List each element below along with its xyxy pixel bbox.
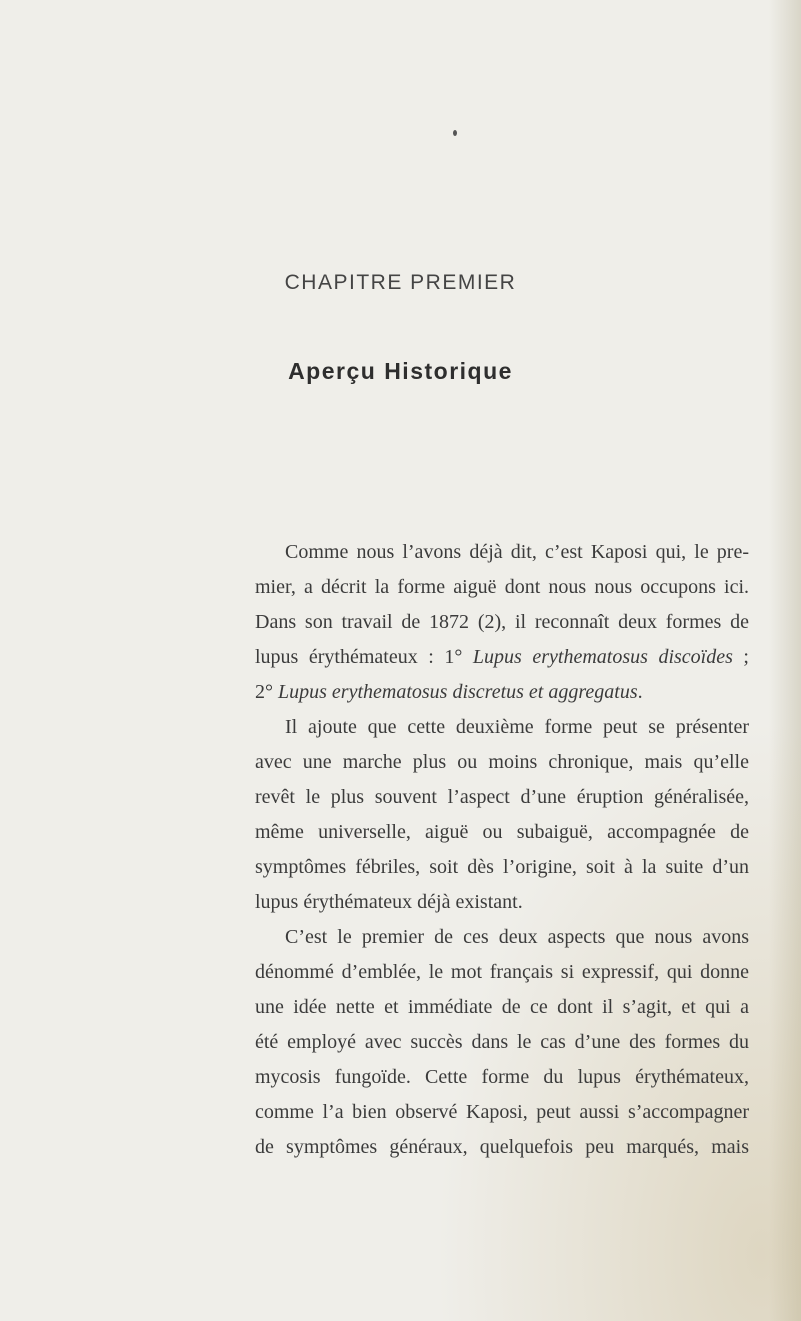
text-fragment: lupus érythémateux : 1°	[255, 646, 473, 668]
text-line: Dans son travail de 1872 (2), il reconnaît deux formes de	[255, 611, 749, 633]
text-line: une idée nette et immédiate de ce dont il s’agit, et qui a	[255, 996, 749, 1018]
text-line: revêt le plus souvent l’aspect d’une éruption généralisée,	[255, 786, 749, 808]
text-line: symptômes fébriles, soit dès l’origine, soit à la suite d’un	[255, 856, 749, 878]
chapter-heading: CHAPITRE PREMIER	[284, 271, 517, 294]
text-fragment: 2°	[255, 681, 278, 703]
text-line: dénommé d’emblée, le mot français si expressif, qui donne	[255, 961, 749, 983]
text-line: Comme nous l’avons déjà dit, c’est Kaposi qui, le pre-	[285, 541, 749, 563]
body-text	[255, 535, 749, 1165]
text-line: C’est le premier de ces deux aspects que nous avons	[285, 926, 749, 948]
text-line-with-italic	[255, 675, 749, 710]
text-fragment: .	[637, 681, 643, 703]
stray-ink-mark	[453, 130, 457, 136]
italic-term: Lupus erythematosus discoïdes	[472, 646, 733, 668]
text-line: lupus érythémateux déjà existant.	[255, 891, 523, 913]
text-line: été employé avec succès dans le cas d’une des formes du	[255, 1031, 749, 1053]
text-line: mier, a décrit la forme aiguë dont nous nous occupons ici.	[255, 576, 749, 598]
text-line: avec une marche plus ou moins chronique, mais qu’elle	[255, 751, 749, 773]
italic-term: Lupus erythematosus discretus et aggregatus	[278, 681, 638, 703]
text-line-with-italic	[255, 640, 749, 675]
section-title: Aperçu Historique	[288, 358, 513, 384]
text-line: même universelle, aiguë ou subaiguë, accompagnée de	[255, 821, 749, 843]
text-line: Il ajoute que cette deuxième forme peut se présenter	[285, 716, 749, 738]
text-line: mycosis fungoïde. Cette forme du lupus érythémateux,	[255, 1066, 749, 1088]
text-fragment: ;	[732, 646, 749, 668]
text-line: comme l’a bien observé Kaposi, peut aussi s’accompagner	[255, 1101, 749, 1123]
text-line: de symptômes généraux, quelquefois peu marqués, mais	[255, 1136, 749, 1158]
